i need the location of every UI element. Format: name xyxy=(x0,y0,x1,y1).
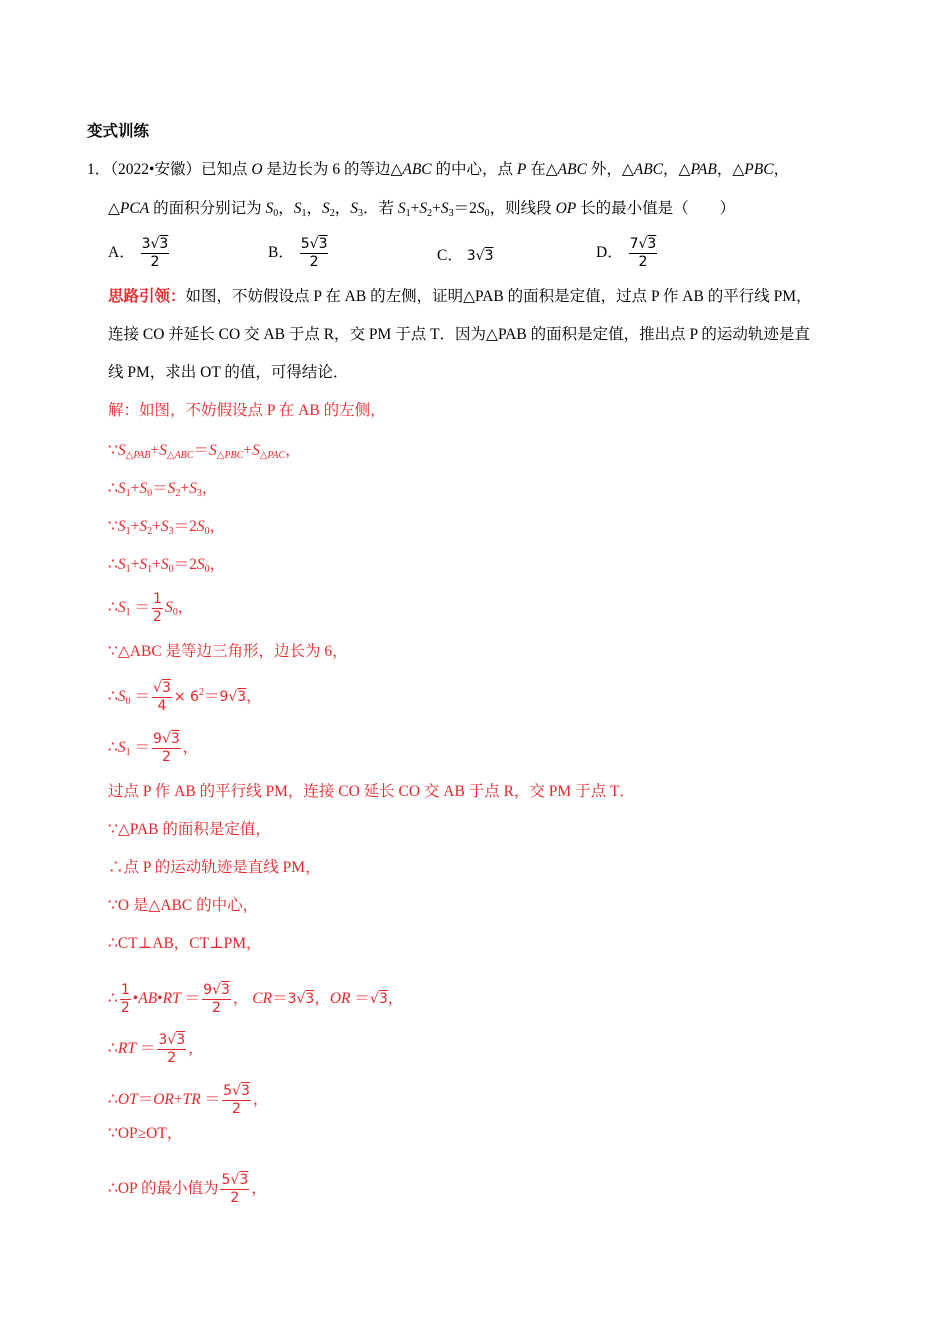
solution-line-8: $\therefore S_0$ ＝ $\frac{√3}{4}$ × $6^2=9√3$， xyxy=(108,680,262,714)
option-b[interactable]: B． $\frac{5√3}{2}$ xyxy=(268,236,328,270)
solution-line-10: 过点 P 作 AB 的平行线 PM，连接 CO 延长 CO 交 AB 于点 R，交 PM 于点 T． xyxy=(108,783,635,800)
solution-line-3: $\therefore S_1+S_0=S_2+S_3$， xyxy=(108,480,218,499)
option-d[interactable]: D． $\frac{7√3}{2}$ xyxy=(596,236,657,270)
solution-line-17: ∴OT＝OR+TR ＝ $\frac{5√3}{2}$ ， xyxy=(108,1083,269,1117)
solution-line-9: $\therefore S_1$ ＝ $\frac{9√3}{2}$ ， xyxy=(108,731,199,765)
solution-line-5: $\therefore S_1+S_1+S_0=2S_0$， xyxy=(108,556,226,575)
option-c[interactable]: C． 3√3 xyxy=(437,247,494,264)
solution-line-19: ∴OP 的最小值为 $\frac{5√3}{2}$ ， xyxy=(108,1172,267,1206)
solution-line-15: ∴ $\frac{1}{2}$ •AB•RT ＝ $\frac{9√3}{2}$ ， CR＝3√3，OR ＝√3， xyxy=(108,982,404,1016)
section-heading: 变式训练 xyxy=(87,123,150,140)
solution-line-13: ∵O 是△ABC 的中心， xyxy=(108,897,259,914)
hint-line-2: 连接 CO 并延长 CO 交 AB 于点 R，交 PM 于点 T．因为△PAB 的面积是定值，推出点 P 的运动轨迹是直 xyxy=(108,326,810,343)
solution-line-7: ∵△ABC 是等边三角形，边长为 6， xyxy=(108,643,348,660)
solution-line-16: ∴RT ＝ $\frac{3√3}{2}$ ， xyxy=(108,1032,204,1066)
solution-line-6: $\therefore S_1$ ＝ $\frac{1}{2}$ $S_0$， xyxy=(108,591,194,625)
solution-line-2: $\because S_{\triangle PAB}+S_{\triangle ABC}=S_{\triangle PBC}+S_{\triangle PAC}$， xyxy=(108,442,301,461)
solution-line-12: ∴点 P 的运动轨迹是直线 PM， xyxy=(108,859,321,876)
solution-line-4: $\because S_1+S_2+S_3=2S_0$， xyxy=(108,518,226,537)
solution-line-14: ∴CT⊥AB，CT⊥PM， xyxy=(108,935,262,952)
hint-line-1: 思路引领：如图，不妨假设点 P 在 AB 的左侧，证明△PAB 的面积是定值，过点 P 作 AB 的平行线 PM， xyxy=(108,288,812,305)
problem-line-1: 1．（2022•安徽）已知点 O 是边长为 6 的等边△ABC 的中心，点 P 在△ABC 外，△ABC，△PAB，△PBC， xyxy=(87,161,790,178)
hint-label: 思路引领： xyxy=(108,288,186,305)
hint-line-3: 线 PM，求出 OT 的值，可得结论． xyxy=(108,364,349,381)
solution-line-11: ∵△PAB 的面积是定值， xyxy=(108,821,271,838)
solution-line-1: 解：如图，不妨假设点 P 在 AB 的左侧， xyxy=(108,402,386,419)
problem-line-2: △PCA 的面积分别记为 $S_0$，$S_1$，$S_2$，$S_3$．若 $S_1+S_2+S_3=2S_0$，则线段 OP 长的最小值是（ ） xyxy=(108,200,736,219)
solution-line-18: ∵OP≥OT， xyxy=(108,1125,183,1142)
option-a[interactable]: A． $\frac{3√3}{2}$ xyxy=(108,236,169,270)
